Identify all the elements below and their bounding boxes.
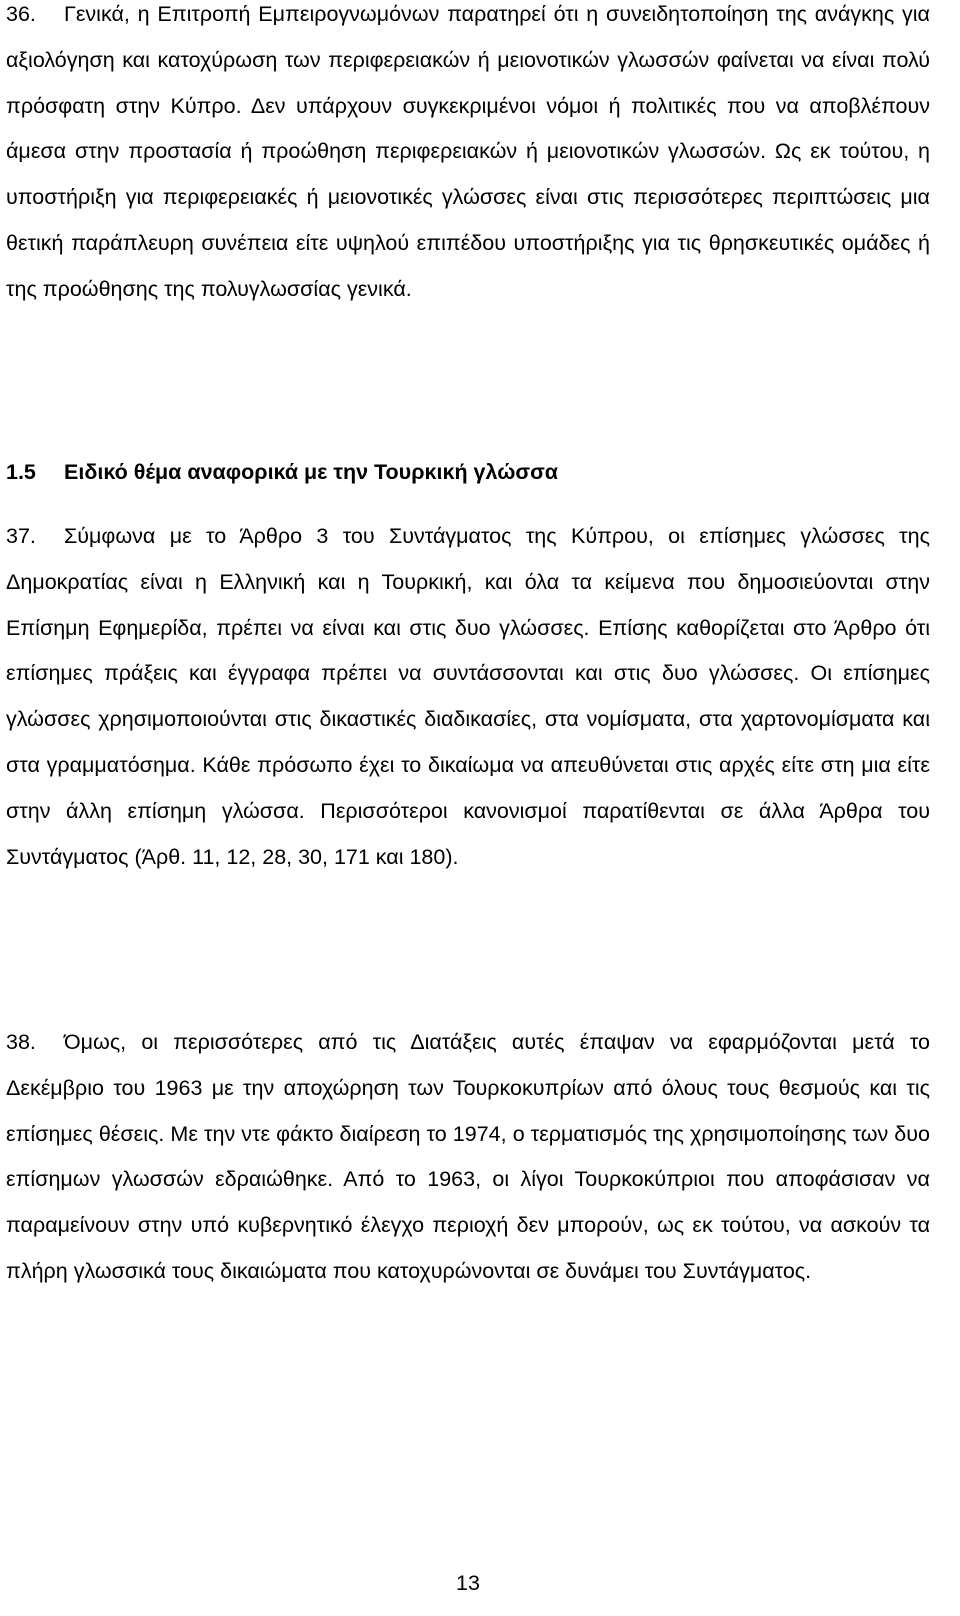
paragraph-number: 36. <box>6 2 36 26</box>
paragraph-text: Γενικά, η Επιτροπή Εμπειρογνωμόνων παρατηρεί ότι η συνειδητοποίηση της ανάγκης για αξιολόγηση και κατοχύρωση των περιφερειακών ή μειονοτικών γλωσσών φαίνεται να είναι πολύ πρόσφατη στην Κύπρο. Δεν υπάρχουν συγκεκριμένοι νόμοι ή πολιτικές που να αποβλέπουν άμεσα στην προστασία ή προώθηση περιφερειακών ή μειονοτικών γλωσσών. Ως εκ τούτου, η υποστήριξη για περιφερειακές ή μειονοτικές γλώσσες είναι στις περισσότερες περιπτώσεις μια θετική παράπλευρη συνέπεια είτε υψηλού επιπέδου υποστήριξης για τις θρησκευτικές ομάδες ή της προώθησης της πολυγλωσσίας γενικά. <box>6 2 930 301</box>
paragraph-number: 37. <box>6 524 36 548</box>
paragraph-text: Σύμφωνα με το Άρθρο 3 του Συντάγματος της Κύπρου, οι επίσημες γλώσσες της Δημοκρατίας είναι η Ελληνική και η Τουρκική, και όλα τα κείμενα που δημοσιεύονται στην Επίσημη Εφημερίδα, πρέπει να είναι και στις δυο γλώσσες. Επίσης καθορίζεται στο Άρθρο ότι επίσημες πράξεις και έγγραφα πρέπει να συντάσσονται και στις δυο γλώσσες. Οι επίσημες γλώσσες χρησιμοποιούνται στις δικαστικές διαδικασίες, στα νομίσματα, στα χαρτονομίσματα και στα γραμματόσημα. Κάθε πρόσωπο έχει το δικαίωμα να απευθύνεται στις αρχές είτε στη μια είτε στην άλλη επίσημη γλώσσα. Περισσότεροι κανονισμοί παρατίθενται σε άλλα Άρθρα του Συντάγματος (Άρθ. 11, 12, 28, 30, 171 και 180). <box>6 524 930 869</box>
paragraph-number: 38. <box>6 1030 36 1054</box>
paragraph-38 <box>6 1020 930 1295</box>
page-number: 13 <box>456 1571 480 1595</box>
paragraph-text: Όμως, οι περισσότερες από τις Διατάξεις αυτές έπαψαν να εφαρμόζονται μετά το Δεκέμβριο του 1963 με την αποχώρηση των Τουρκοκυπρίων από όλους τους θεσμούς και τις επίσημες θέσεις. Με την ντε φάκτο διαίρεση το 1974, ο τερματισμός της χρησιμοποίησης των δυο επίσημων γλωσσών εδραιώθηκε. Από το 1963, οι λίγοι Τουρκοκύπριοι που αποφάσισαν να παραμείνουν στην υπό κυβερνητικό έλεγχο περιοχή δεν μπορούν, ως εκ τούτου, να ασκούν τα πλήρη γλωσσικά τους δικαιώματα που κατοχυρώνονται σε δυνάμει του Συντάγματος. <box>6 1030 930 1283</box>
paragraph-37 <box>6 514 930 880</box>
paragraph-36 <box>6 0 930 313</box>
section-number: 1.5 <box>6 460 36 484</box>
section-heading <box>6 450 930 496</box>
section-title: Ειδικό θέμα αναφορικά με την Τουρκική γλώσσα <box>64 460 558 484</box>
